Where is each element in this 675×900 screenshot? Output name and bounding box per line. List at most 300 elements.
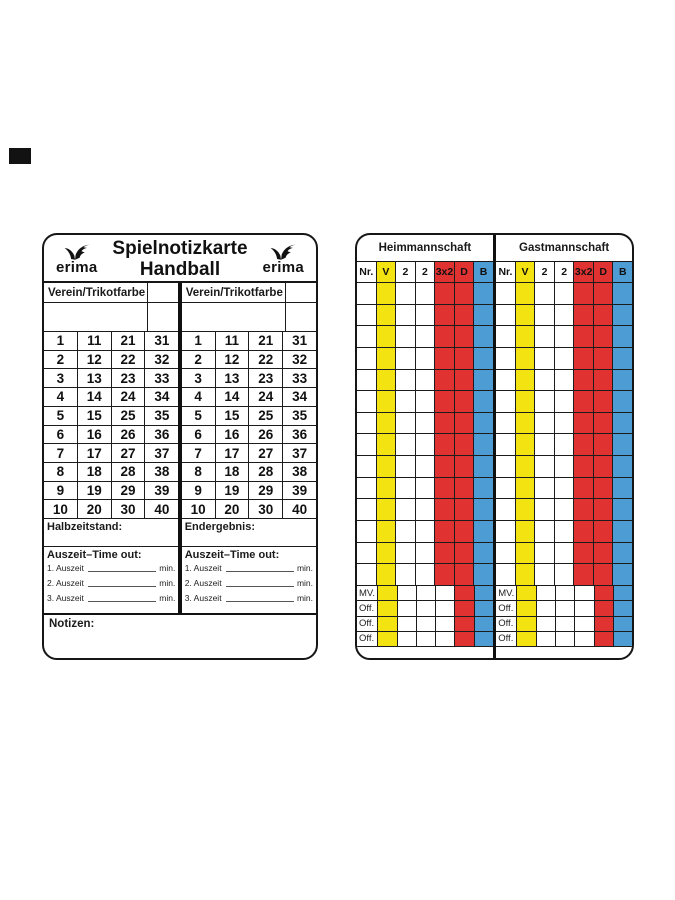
tally-column-header-nr: Nr. bbox=[496, 262, 516, 283]
tally-cell bbox=[474, 348, 493, 370]
tally-cell bbox=[594, 305, 614, 327]
tally-cell bbox=[377, 543, 397, 565]
tally-cell bbox=[613, 348, 632, 370]
official-tally-cell bbox=[575, 617, 594, 632]
official-tally-cell bbox=[436, 617, 455, 632]
tally-cell bbox=[613, 543, 632, 565]
tally-cell bbox=[377, 564, 397, 586]
official-label-cell: Off. bbox=[496, 601, 517, 616]
official-tally-cell bbox=[436, 586, 455, 601]
tally-row bbox=[496, 326, 632, 348]
tally-cell bbox=[574, 478, 594, 500]
erima-logo-right bbox=[262, 244, 304, 275]
goal-number-cell: 9 bbox=[44, 482, 78, 501]
tally-row bbox=[496, 348, 632, 370]
tally-cell bbox=[396, 413, 416, 435]
tally-cell bbox=[594, 326, 614, 348]
tally-cell bbox=[496, 478, 516, 500]
tally-cell bbox=[555, 543, 575, 565]
tally-cell bbox=[377, 370, 397, 392]
tally-cell bbox=[496, 456, 516, 478]
tally-cell bbox=[455, 478, 475, 500]
official-row bbox=[496, 586, 632, 601]
goal-number-row bbox=[44, 500, 178, 519]
tally-row bbox=[496, 564, 632, 586]
final-score-row: Endergebnis: bbox=[182, 519, 316, 547]
goal-number-cell: 20 bbox=[216, 500, 250, 519]
tally-row bbox=[496, 305, 632, 327]
tally-cell bbox=[435, 370, 455, 392]
timeout-header: Auszeit–Time out: bbox=[47, 549, 142, 561]
official-tally-cell bbox=[417, 632, 436, 647]
tally-cell bbox=[613, 456, 632, 478]
goal-number-grid bbox=[44, 332, 178, 519]
goal-number-row bbox=[44, 388, 178, 407]
tally-column-header-v: V bbox=[516, 262, 536, 283]
official-tally-cell bbox=[417, 601, 436, 616]
tally-grid bbox=[357, 283, 493, 586]
timeout-lines bbox=[47, 563, 175, 608]
tally-cell bbox=[474, 478, 493, 500]
timeout-unit-label: min. bbox=[296, 593, 314, 603]
verein-entry-area bbox=[44, 303, 178, 332]
goal-number-row bbox=[182, 369, 316, 388]
official-tally-cell bbox=[436, 601, 455, 616]
official-tally-cell bbox=[595, 632, 614, 647]
tally-cell bbox=[535, 283, 555, 305]
goal-number-cell: 24 bbox=[112, 388, 146, 407]
card-title bbox=[112, 238, 247, 280]
tally-column-header-2: 2 bbox=[396, 262, 416, 283]
timeout-line bbox=[47, 593, 175, 603]
tally-cell bbox=[377, 499, 397, 521]
card-title-line2: Handball bbox=[139, 259, 221, 280]
tally-cell bbox=[496, 348, 516, 370]
timeout-lines bbox=[185, 563, 313, 608]
verein-header-row bbox=[44, 283, 178, 303]
tally-column-header-3x2: 3x2 bbox=[435, 262, 455, 283]
goal-number-cell: 21 bbox=[249, 332, 283, 351]
tally-cell bbox=[555, 478, 575, 500]
tally-cell bbox=[357, 305, 377, 327]
tally-cell bbox=[613, 305, 632, 327]
tally-cell bbox=[574, 326, 594, 348]
tally-cell bbox=[496, 564, 516, 586]
tally-column-header-d: D bbox=[594, 262, 614, 283]
tally-cell bbox=[396, 283, 416, 305]
tally-cell bbox=[555, 283, 575, 305]
tally-cell bbox=[396, 305, 416, 327]
goal-number-cell: 14 bbox=[216, 388, 250, 407]
tally-row bbox=[357, 478, 493, 500]
official-tally-cell bbox=[556, 617, 575, 632]
tally-cell bbox=[535, 499, 555, 521]
tally-cell bbox=[357, 521, 377, 543]
tally-cell bbox=[474, 370, 493, 392]
tally-cell bbox=[594, 283, 614, 305]
official-tally-cell bbox=[614, 586, 632, 601]
tally-cell bbox=[594, 391, 614, 413]
tally-cell bbox=[396, 499, 416, 521]
goal-number-cell: 31 bbox=[145, 332, 178, 351]
tally-cell bbox=[613, 326, 632, 348]
tally-column-header-nr: Nr. bbox=[357, 262, 377, 283]
goal-number-cell: 26 bbox=[112, 426, 146, 445]
tally-row bbox=[357, 456, 493, 478]
goal-number-cell: 4 bbox=[44, 388, 78, 407]
tally-row bbox=[357, 283, 493, 305]
tally-cell bbox=[574, 521, 594, 543]
goal-number-row bbox=[44, 463, 178, 482]
goal-number-cell: 30 bbox=[112, 500, 146, 519]
tally-cell bbox=[516, 370, 536, 392]
goal-number-cell: 3 bbox=[182, 369, 216, 388]
tally-cell bbox=[357, 326, 377, 348]
tally-cell bbox=[496, 326, 516, 348]
goal-number-row bbox=[182, 332, 316, 351]
tally-row bbox=[496, 370, 632, 392]
tally-cell bbox=[435, 543, 455, 565]
tally-cell bbox=[396, 326, 416, 348]
goal-number-cell: 23 bbox=[249, 369, 283, 388]
goal-number-cell: 22 bbox=[112, 351, 146, 370]
tally-cell bbox=[357, 499, 377, 521]
timeout-line-label: 1. Auszeit bbox=[184, 563, 222, 573]
tally-cell bbox=[594, 456, 614, 478]
goal-number-cell: 5 bbox=[44, 407, 78, 426]
goal-number-cell: 11 bbox=[78, 332, 112, 351]
goal-number-cell: 13 bbox=[216, 369, 250, 388]
tally-row bbox=[496, 413, 632, 435]
goal-number-row bbox=[44, 444, 178, 463]
timeout-line bbox=[47, 578, 175, 588]
tally-cell bbox=[377, 478, 397, 500]
officials-rows bbox=[496, 586, 632, 647]
official-tally-cell bbox=[378, 617, 397, 632]
official-tally-cell bbox=[575, 632, 594, 647]
tally-cell bbox=[496, 370, 516, 392]
tally-cell bbox=[594, 521, 614, 543]
official-tally-cell bbox=[537, 601, 556, 616]
goal-number-cell: 23 bbox=[112, 369, 146, 388]
home-half bbox=[44, 283, 178, 613]
goal-number-cell: 6 bbox=[182, 426, 216, 445]
erima-bird-icon bbox=[268, 244, 298, 261]
official-row bbox=[357, 601, 493, 616]
goal-number-row bbox=[182, 500, 316, 519]
official-tally-cell bbox=[378, 601, 397, 616]
goal-number-cell: 25 bbox=[249, 407, 283, 426]
tally-cell bbox=[455, 543, 475, 565]
fill-in-line bbox=[88, 593, 156, 602]
tally-cell bbox=[474, 499, 493, 521]
tally-cell bbox=[594, 348, 614, 370]
tally-cell bbox=[474, 391, 493, 413]
tally-cell bbox=[455, 348, 475, 370]
official-tally-cell bbox=[614, 632, 632, 647]
goal-number-cell: 18 bbox=[216, 463, 250, 482]
official-tally-cell bbox=[417, 586, 436, 601]
official-row bbox=[357, 632, 493, 647]
tally-column-headers bbox=[357, 262, 493, 283]
official-tally-cell bbox=[398, 617, 417, 632]
tally-cell bbox=[574, 564, 594, 586]
tally-cell bbox=[455, 370, 475, 392]
official-label-cell: Off. bbox=[496, 632, 517, 647]
tally-cell bbox=[435, 283, 455, 305]
verein-color-box bbox=[148, 283, 178, 302]
score-note-card bbox=[42, 233, 318, 660]
goal-number-row bbox=[182, 426, 316, 445]
stray-print-mark bbox=[9, 148, 31, 164]
tally-cell bbox=[377, 283, 397, 305]
tally-cell bbox=[377, 456, 397, 478]
tally-grid bbox=[496, 283, 632, 586]
tally-cell bbox=[574, 543, 594, 565]
card-title-line1: Spielnotizkarte bbox=[112, 238, 248, 259]
tally-column-header-2: 2 bbox=[535, 262, 555, 283]
tally-cell bbox=[455, 326, 475, 348]
goal-number-cell: 15 bbox=[78, 407, 112, 426]
tally-cell bbox=[474, 456, 493, 478]
tally-cell bbox=[516, 456, 536, 478]
tally-cell bbox=[594, 499, 614, 521]
goal-number-cell: 22 bbox=[249, 351, 283, 370]
bottom-filler bbox=[496, 647, 632, 658]
goal-number-cell: 2 bbox=[44, 351, 78, 370]
timeout-line-label: 3. Auszeit bbox=[47, 593, 84, 603]
tally-cell bbox=[357, 456, 377, 478]
tally-cell bbox=[535, 305, 555, 327]
official-label-cell: Off. bbox=[357, 617, 378, 632]
goal-number-cell: 3 bbox=[44, 369, 78, 388]
tally-cell bbox=[535, 478, 555, 500]
tally-cell bbox=[396, 370, 416, 392]
official-tally-cell bbox=[556, 601, 575, 616]
verein-color-field bbox=[286, 303, 316, 331]
goal-number-cell: 12 bbox=[216, 351, 250, 370]
tally-cell bbox=[377, 521, 397, 543]
timeout-line-label: 2. Auszeit bbox=[184, 578, 222, 588]
tally-cell bbox=[416, 326, 436, 348]
tally-cell bbox=[496, 391, 516, 413]
goal-number-row bbox=[44, 351, 178, 370]
official-tally-cell bbox=[475, 617, 493, 632]
goal-number-cell: 17 bbox=[78, 444, 112, 463]
tally-cell bbox=[396, 434, 416, 456]
tally-cell bbox=[435, 478, 455, 500]
official-label-cell: MV. bbox=[496, 586, 517, 601]
official-row bbox=[357, 586, 493, 601]
official-tally-cell bbox=[614, 601, 632, 616]
goal-number-cell: 39 bbox=[283, 482, 316, 501]
tally-cell bbox=[435, 326, 455, 348]
tally-cell bbox=[535, 564, 555, 586]
tally-cell bbox=[474, 434, 493, 456]
goal-number-cell: 30 bbox=[249, 500, 283, 519]
tally-cell bbox=[555, 348, 575, 370]
tally-cell bbox=[496, 305, 516, 327]
tally-cell bbox=[474, 413, 493, 435]
tally-cell bbox=[377, 348, 397, 370]
tally-cell bbox=[613, 499, 632, 521]
goal-number-cell: 1 bbox=[182, 332, 216, 351]
fill-in-line bbox=[226, 578, 294, 587]
official-label-cell: Off. bbox=[357, 601, 378, 616]
tally-cell bbox=[516, 326, 536, 348]
tally-cell bbox=[516, 348, 536, 370]
timeout-unit-label: min. bbox=[159, 578, 176, 588]
goal-number-cell: 14 bbox=[78, 388, 112, 407]
official-tally-cell bbox=[398, 601, 417, 616]
goal-number-cell: 5 bbox=[182, 407, 216, 426]
goal-number-cell: 25 bbox=[112, 407, 146, 426]
tally-cell bbox=[474, 283, 493, 305]
tally-cell bbox=[535, 521, 555, 543]
tally-cell bbox=[416, 456, 436, 478]
tally-cell bbox=[435, 564, 455, 586]
penalty-tally-card bbox=[355, 233, 634, 660]
goal-number-cell: 27 bbox=[112, 444, 146, 463]
tally-cell bbox=[474, 521, 493, 543]
tally-card-body bbox=[357, 235, 632, 658]
tally-cell bbox=[613, 434, 632, 456]
tally-column-header-b: B bbox=[474, 262, 493, 283]
tally-column-header-2: 2 bbox=[416, 262, 436, 283]
goal-number-cell: 28 bbox=[249, 463, 283, 482]
tally-cell bbox=[516, 305, 536, 327]
tally-cell bbox=[496, 499, 516, 521]
tally-cell bbox=[535, 348, 555, 370]
goal-number-cell: 20 bbox=[78, 500, 112, 519]
tally-cell bbox=[377, 391, 397, 413]
tally-row bbox=[357, 543, 493, 565]
goal-number-cell: 15 bbox=[216, 407, 250, 426]
goal-number-cell: 19 bbox=[78, 482, 112, 501]
goal-number-cell: 16 bbox=[78, 426, 112, 445]
goal-number-cell: 9 bbox=[182, 482, 216, 501]
bottom-filler bbox=[357, 647, 493, 658]
tally-cell bbox=[474, 326, 493, 348]
tally-cell bbox=[474, 543, 493, 565]
tally-cell bbox=[535, 543, 555, 565]
timeout-unit-label: min. bbox=[296, 578, 314, 588]
tally-cell bbox=[396, 478, 416, 500]
tally-cell bbox=[535, 391, 555, 413]
official-tally-cell bbox=[398, 632, 417, 647]
tally-cell bbox=[377, 326, 397, 348]
goal-number-row bbox=[182, 388, 316, 407]
tally-row bbox=[496, 283, 632, 305]
goal-number-cell: 1 bbox=[44, 332, 78, 351]
tally-row bbox=[496, 434, 632, 456]
official-tally-cell bbox=[517, 586, 536, 601]
goal-number-cell: 35 bbox=[283, 407, 316, 426]
tally-cell bbox=[574, 413, 594, 435]
tally-cell bbox=[377, 305, 397, 327]
tally-cell bbox=[396, 521, 416, 543]
tally-cell bbox=[416, 543, 436, 565]
tally-cell bbox=[574, 348, 594, 370]
goal-number-cell: 34 bbox=[283, 388, 316, 407]
tally-cell bbox=[416, 434, 436, 456]
goal-number-row bbox=[44, 369, 178, 388]
erima-logo-left bbox=[56, 244, 98, 275]
verein-color-field bbox=[148, 303, 178, 331]
timeout-header: Auszeit–Time out: bbox=[184, 549, 280, 561]
fill-in-line bbox=[88, 563, 156, 572]
official-tally-cell bbox=[517, 601, 536, 616]
tally-cell bbox=[496, 434, 516, 456]
goal-number-cell: 32 bbox=[283, 351, 316, 370]
tally-cell bbox=[535, 370, 555, 392]
official-tally-cell bbox=[475, 586, 493, 601]
erima-bird-icon bbox=[62, 244, 92, 261]
goal-number-cell: 40 bbox=[145, 500, 178, 519]
goal-number-cell: 6 bbox=[44, 426, 78, 445]
fill-in-line bbox=[226, 563, 294, 572]
tally-cell bbox=[435, 521, 455, 543]
tally-cell bbox=[574, 370, 594, 392]
tally-cell bbox=[416, 305, 436, 327]
tally-cell bbox=[516, 499, 536, 521]
goal-number-cell: 7 bbox=[182, 444, 216, 463]
tally-column-header-2: 2 bbox=[555, 262, 575, 283]
timeout-line bbox=[185, 593, 313, 603]
timeout-section bbox=[44, 547, 178, 613]
tally-cell bbox=[396, 456, 416, 478]
goal-number-cell: 2 bbox=[182, 351, 216, 370]
tally-cell bbox=[555, 456, 575, 478]
tally-cell bbox=[455, 434, 475, 456]
goal-number-cell: 19 bbox=[216, 482, 250, 501]
tally-cell bbox=[555, 413, 575, 435]
tally-cell bbox=[613, 370, 632, 392]
verein-entry-area bbox=[182, 303, 316, 332]
tally-cell bbox=[496, 521, 516, 543]
tally-row bbox=[357, 305, 493, 327]
tally-cell bbox=[574, 305, 594, 327]
tally-cell bbox=[535, 326, 555, 348]
official-row bbox=[357, 617, 493, 632]
timeout-line-label: 2. Auszeit bbox=[47, 578, 84, 588]
tally-row bbox=[496, 499, 632, 521]
tally-cell bbox=[594, 413, 614, 435]
tally-cell bbox=[396, 564, 416, 586]
goal-number-row bbox=[44, 332, 178, 351]
tally-column-header-v: V bbox=[377, 262, 397, 283]
tally-column-header-3x2: 3x2 bbox=[574, 262, 594, 283]
tally-cell bbox=[416, 521, 436, 543]
tally-cell bbox=[555, 326, 575, 348]
goal-number-row bbox=[44, 426, 178, 445]
tally-cell bbox=[613, 521, 632, 543]
goal-number-cell: 33 bbox=[283, 369, 316, 388]
tally-cell bbox=[555, 521, 575, 543]
goal-number-row bbox=[182, 482, 316, 501]
goal-number-row bbox=[182, 351, 316, 370]
tally-cell bbox=[535, 413, 555, 435]
tally-cell bbox=[455, 391, 475, 413]
tally-cell bbox=[555, 370, 575, 392]
tally-row bbox=[496, 456, 632, 478]
official-tally-cell bbox=[455, 601, 474, 616]
goal-number-cell: 33 bbox=[145, 369, 178, 388]
tally-cell bbox=[496, 283, 516, 305]
tally-cell bbox=[574, 434, 594, 456]
tally-cell bbox=[516, 521, 536, 543]
tally-cell bbox=[455, 521, 475, 543]
